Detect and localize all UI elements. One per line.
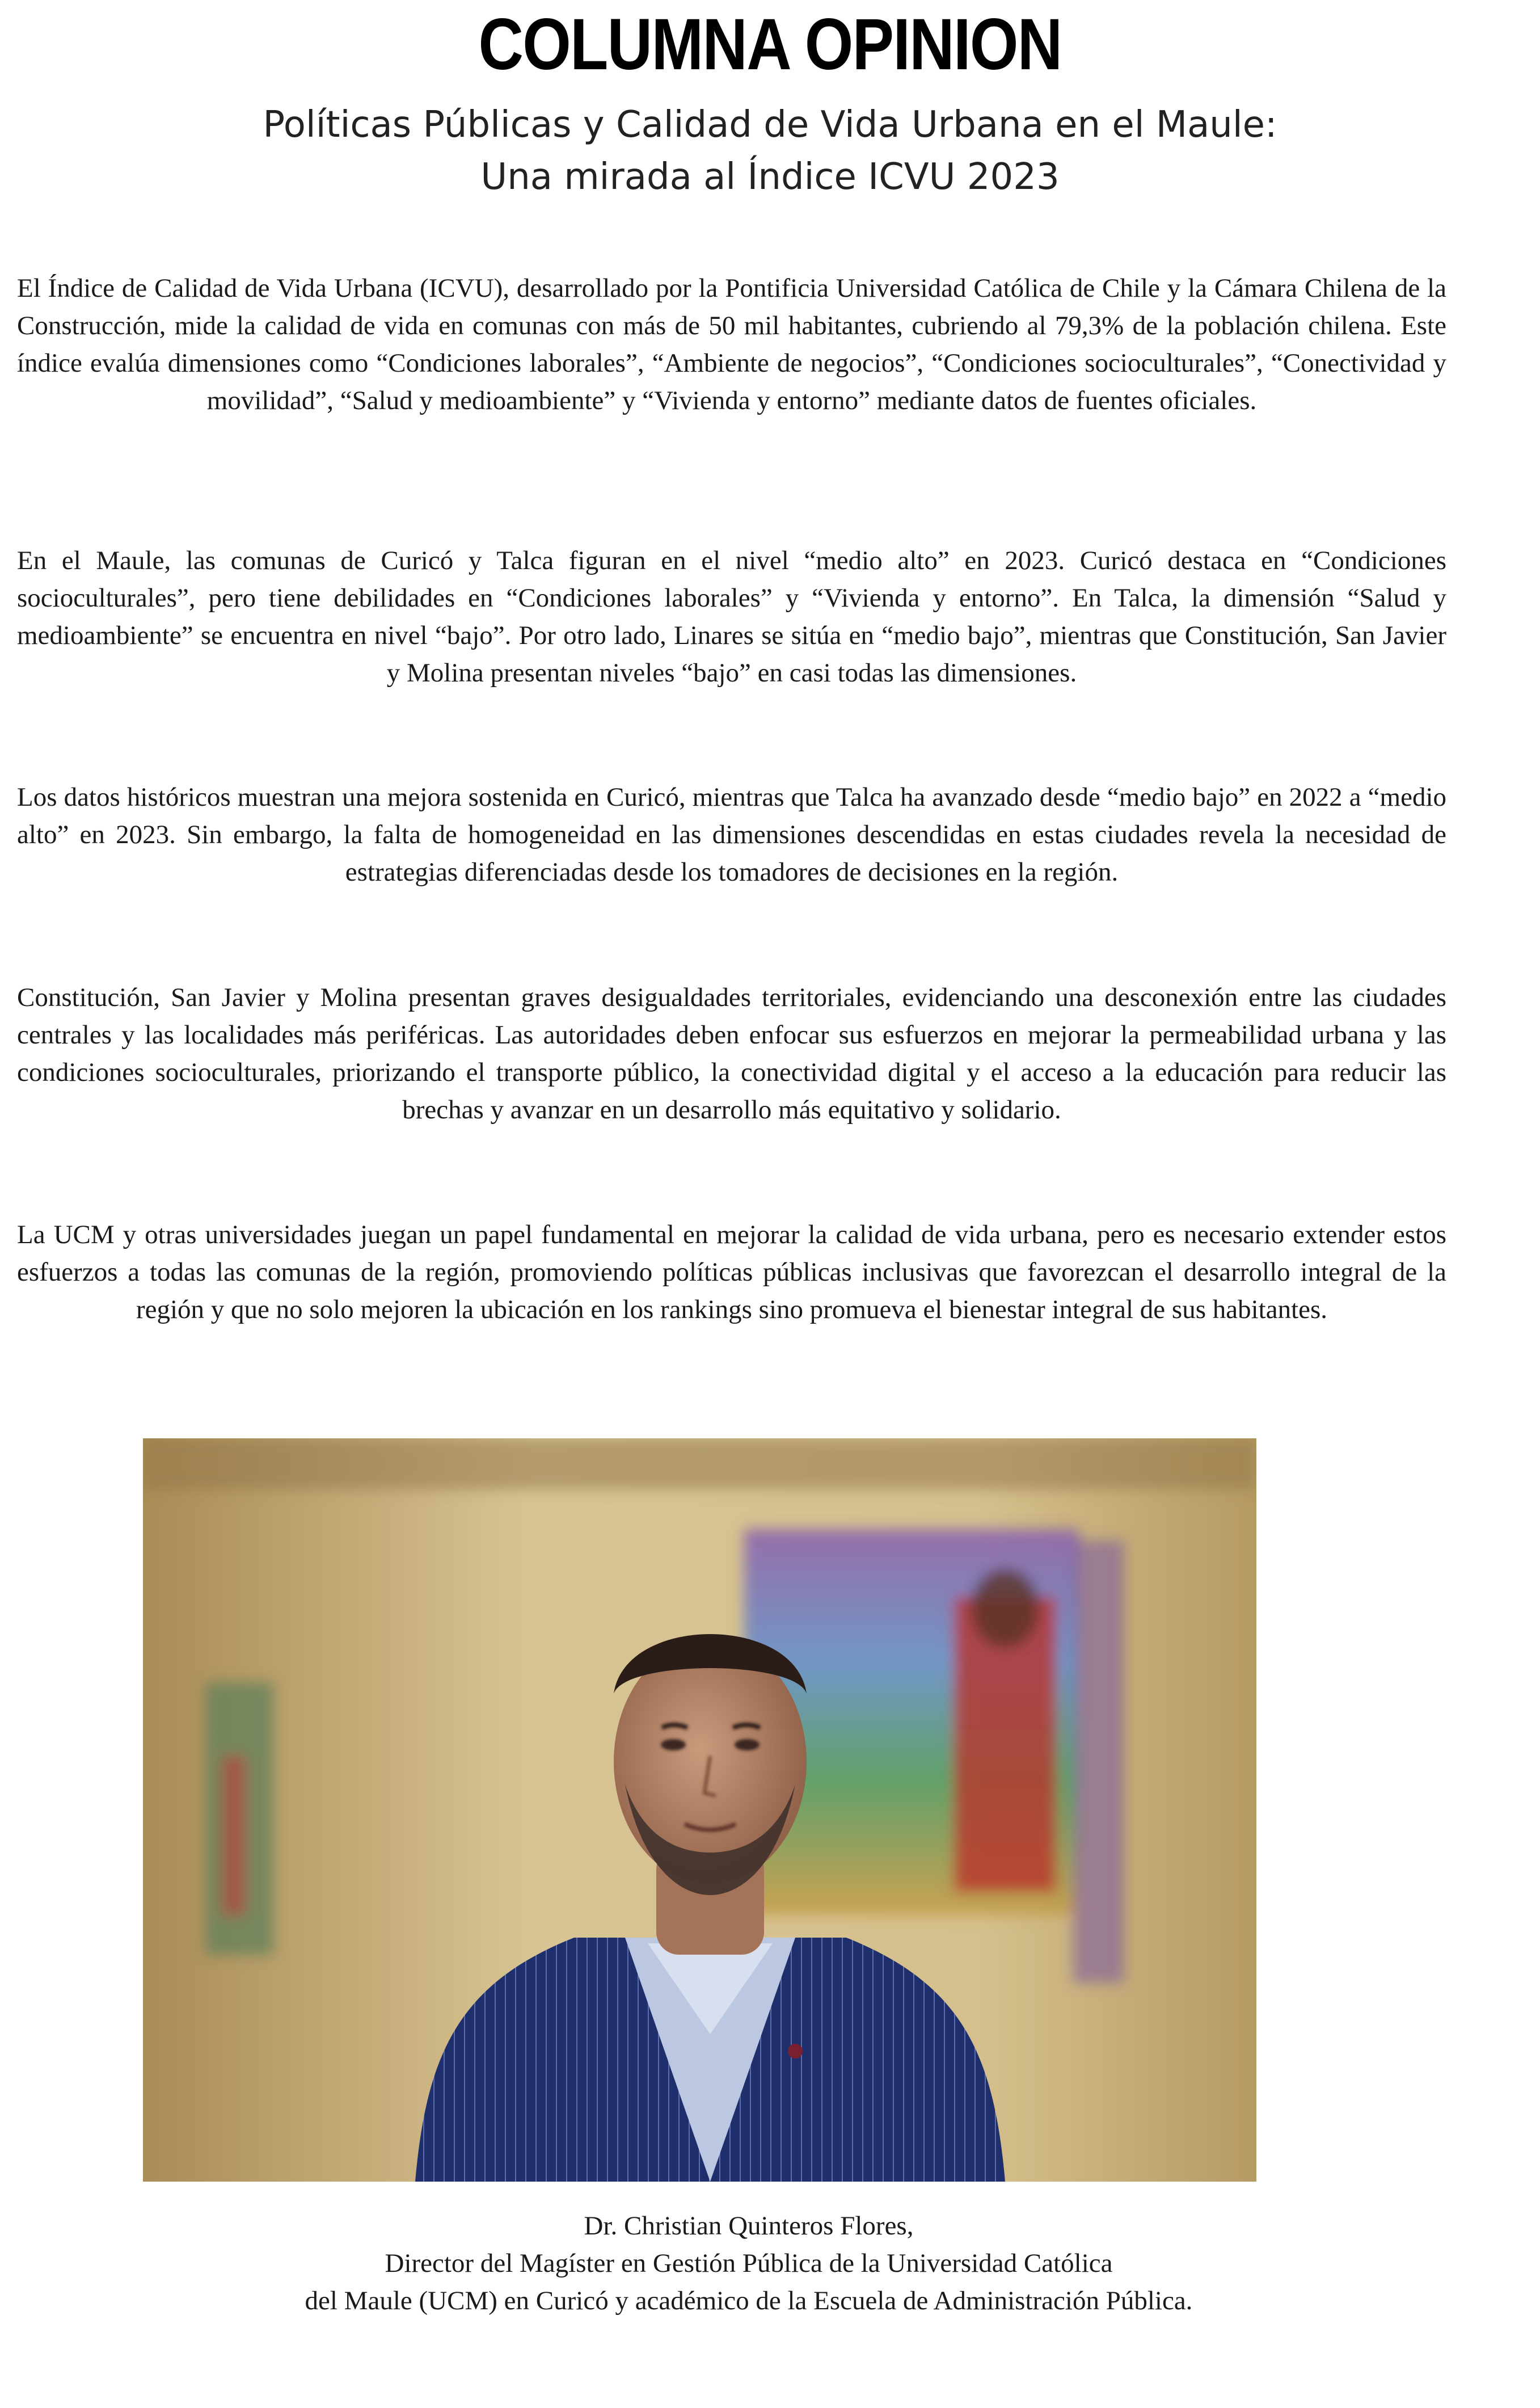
article-paragraph: Constitución, San Javier y Molina presentan graves desigualdades territoriales, evidenciando una desconexión entre las ciudades centrales y las localidades más periféricas. Las autoridades deben enfocar sus esfuerzos en mejorar la permeabilidad urbana y las condiciones socioculturales, priorizando el transporte público, la conectividad digital y el acceso a la educación para reducir las brechas y avanzar en un desarrollo más equitativo y solidario. (17, 983, 1446, 1125)
caption-author-affiliation: del Maule (UCM) en Curicó y académico de la Escuela de Administración Pública. (305, 2286, 1193, 2316)
article-headline-line-2: Una mirada al Índice ICVU 2023 (480, 156, 1060, 198)
article-paragraph: El Índice de Calidad de Vida Urbana (ICVU), desarrollado por la Pontificia Universidad Católica de Chile y la Cámara Chilena de la Construcción, mide la calidad de vida en comunas con más de 50 mil habitantes, cubriendo al 79,3% de la población chilena. Este índice evalúa dimensiones como “Condiciones laborales”, “Ambiente de negocios”, “Condiciones socioculturales”, “Conectividad y movilidad”, “Salud y medioambiente” y “Vivienda y entorno” mediante datos de fuentes oficiales. (17, 273, 1446, 415)
author-portrait-photo (143, 1438, 1256, 2182)
article-headline-line-1: Políticas Públicas y Calidad de Vida Urbana en el Maule: (263, 104, 1277, 146)
caption-author-name: Dr. Christian Quinteros Flores, (584, 2211, 914, 2241)
column-header-title: COLUMNA OPINION (478, 4, 1062, 85)
article-paragraph: Los datos históricos muestran una mejora sostenida en Curicó, mientras que Talca ha avanzado desde “medio bajo” en 2022 a “medio alto” en 2023. Sin embargo, la falta de homogeneidad en las dimensiones descendidas en estas ciudades revela la necesidad de estrategias diferenciadas desde los tomadores de decisiones en la región. (17, 782, 1446, 887)
article-paragraph: La UCM y otras universidades juegan un papel fundamental en mejorar la calidad de vida urbana, pero es necesario extender estos esfuerzos a todas las comunas de la región, promoviendo políticas públicas inclusivas que favorezcan el desarrollo integral de la región y que no solo mejoren la ubicación en los rankings sino promueva el bienestar integral de sus habitantes. (17, 1220, 1446, 1324)
caption-author-role: Director del Magíster en Gestión Pública de la Universidad Católica (385, 2249, 1113, 2278)
article-paragraph: En el Maule, las comunas de Curicó y Talca figuran en el nivel “medio alto” en 2023. Curicó destaca en “Condiciones socioculturales”, pero tiene debilidades en “Condiciones laborales” y “Vivienda y entorno”. En Talca, la dimensión “Salud y medioambiente” se encuentra en nivel “bajo”. Por otro lado, Linares se sitúa en “medio bajo”, mientras que Constitución, San Javier y Molina presentan niveles “bajo” en casi todas las dimensiones. (17, 546, 1446, 688)
